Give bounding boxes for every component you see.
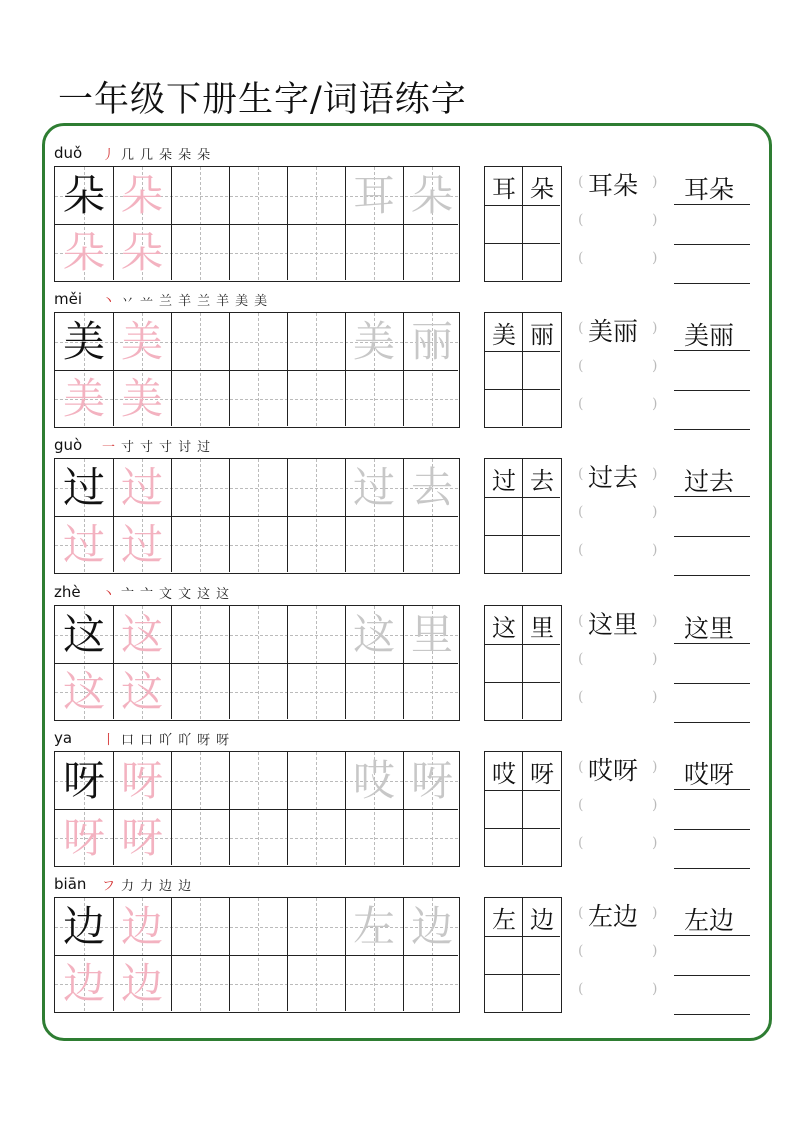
tianzige-grid — [54, 458, 460, 574]
trace-character: 边 — [120, 959, 163, 1008]
stroke-step: 兰 — [159, 294, 173, 309]
trace-character: 美 — [120, 317, 163, 366]
stroke-order — [102, 436, 210, 455]
stroke-step: 几 — [140, 148, 154, 163]
trace-word-character: 边 — [410, 902, 453, 951]
stroke-step: 一 — [102, 440, 116, 455]
stroke-step: 丶 — [102, 587, 116, 602]
bracket-guide: ( — [578, 504, 584, 520]
stroke-step: 朵 — [178, 148, 192, 163]
trace-character: 过 — [120, 463, 163, 512]
bracket-guide: ) — [652, 396, 658, 412]
practice-row — [54, 875, 754, 1021]
trace-word-character: 这 — [352, 610, 395, 659]
bracket-guide: ) — [652, 651, 658, 667]
practice-row — [54, 436, 754, 582]
stroke-order — [102, 144, 210, 163]
bracket-guide: ) — [652, 358, 658, 374]
word-box-character: 去 — [530, 466, 554, 495]
stroke-step: 过 — [197, 440, 211, 455]
writing-line[interactable] — [674, 935, 750, 936]
trace-word-character: 朵 — [410, 171, 453, 220]
stroke-step: 丷 — [121, 294, 135, 309]
bracket-guide: ( — [578, 174, 584, 190]
word-display: 哎呀 — [588, 756, 639, 785]
stroke-step: 羊 — [178, 294, 192, 309]
bracket-guide: ) — [652, 542, 658, 558]
word-display: 耳朵 — [588, 171, 639, 200]
pinyin-label: ya — [54, 729, 73, 747]
word-display: 这里 — [588, 610, 639, 639]
stroke-step: 文 — [159, 587, 173, 602]
stroke-step: 亠 — [140, 587, 154, 602]
model-character: 过 — [62, 463, 105, 512]
trace-character: 过 — [120, 520, 163, 569]
bracket-guide: ) — [652, 320, 658, 336]
stroke-step: 力 — [140, 879, 154, 894]
practice-row — [54, 583, 754, 729]
trace-word-character: 左 — [352, 902, 395, 951]
practice-row — [54, 290, 754, 436]
trace-character: 呀 — [120, 756, 163, 805]
trace-word-character: 耳 — [352, 171, 395, 220]
trace-character: 呀 — [120, 813, 163, 862]
word-box-character: 呀 — [530, 759, 554, 788]
pinyin-label: duǒ — [54, 144, 83, 162]
tianzige-grid — [54, 605, 460, 721]
word-box-character: 耳 — [492, 174, 516, 203]
stroke-step: 吖 — [159, 733, 173, 748]
practice-row — [54, 144, 754, 290]
stroke-order — [102, 290, 267, 309]
trace-character: 美 — [62, 374, 105, 423]
word-display: 过去 — [588, 463, 639, 492]
bracket-guide: ( — [578, 943, 584, 959]
writing-line[interactable] — [674, 204, 750, 205]
bracket-guide: ( — [578, 651, 584, 667]
stroke-step: 美 — [254, 294, 268, 309]
bracket-guide: ( — [578, 981, 584, 997]
bracket-guide: ) — [652, 689, 658, 705]
bracket-guide: ( — [578, 396, 584, 412]
word-practice-box — [484, 897, 562, 1013]
bracket-guide: ( — [578, 835, 584, 851]
word-display: 左边 — [588, 902, 639, 931]
bracket-guide: ) — [652, 981, 658, 997]
model-character: 美 — [62, 317, 105, 366]
word-copy: 美丽 — [684, 321, 735, 350]
stroke-step: 呀 — [216, 733, 230, 748]
stroke-step: 丶 — [102, 294, 116, 309]
trace-character: 这 — [120, 667, 163, 716]
stroke-step: 吖 — [178, 733, 192, 748]
stroke-step: 丿 — [102, 148, 116, 163]
bracket-guide: ) — [652, 905, 658, 921]
word-copy: 左边 — [684, 906, 735, 935]
stroke-order — [102, 583, 229, 602]
word-box-character: 过 — [492, 466, 516, 495]
page-title: 一年级下册生字/词语练字 — [58, 80, 467, 120]
stroke-step: 寸 — [159, 440, 173, 455]
stroke-step: 羊 — [216, 294, 230, 309]
bracket-guide: ( — [578, 212, 584, 228]
word-copy: 这里 — [684, 614, 735, 643]
trace-word-character: 去 — [410, 463, 453, 512]
tianzige-grid — [54, 166, 460, 282]
bracket-guide: ) — [652, 759, 658, 775]
practice-row — [54, 729, 754, 875]
tianzige-grid — [54, 751, 460, 867]
model-character: 朵 — [62, 171, 105, 220]
trace-word-character: 呀 — [410, 756, 453, 805]
bracket-guide: ( — [578, 905, 584, 921]
bracket-guide: ) — [652, 797, 658, 813]
writing-line[interactable] — [674, 350, 750, 351]
word-copy: 过去 — [684, 467, 735, 496]
word-copy: 耳朵 — [684, 175, 735, 204]
stroke-step: 力 — [121, 879, 135, 894]
bracket-guide: ( — [578, 613, 584, 629]
word-practice-box — [484, 312, 562, 428]
trace-character: 这 — [120, 610, 163, 659]
bracket-guide: ) — [652, 835, 658, 851]
bracket-guide: ) — [652, 943, 658, 959]
stroke-step: 朵 — [159, 148, 173, 163]
bracket-guide: ( — [578, 759, 584, 775]
word-box-character: 里 — [530, 613, 554, 642]
bracket-guide: ) — [652, 212, 658, 228]
bracket-guide: ) — [652, 613, 658, 629]
pinyin-label: guò — [54, 436, 83, 454]
stroke-step: 讨 — [178, 440, 192, 455]
writing-line[interactable] — [674, 390, 750, 391]
stroke-step: 呀 — [197, 733, 211, 748]
writing-line[interactable] — [674, 429, 750, 430]
bracket-guide: ( — [578, 250, 584, 266]
writing-line[interactable] — [674, 283, 750, 284]
writing-line[interactable] — [674, 975, 750, 976]
trace-character: 边 — [62, 959, 105, 1008]
model-character: 呀 — [62, 756, 105, 805]
model-character: 这 — [62, 610, 105, 659]
stroke-step: 寸 — [121, 440, 135, 455]
writing-line[interactable] — [674, 496, 750, 497]
word-box-character: 左 — [492, 905, 516, 934]
stroke-step: 口 — [140, 733, 154, 748]
stroke-step: 亠 — [121, 587, 135, 602]
bracket-guide: ) — [652, 466, 658, 482]
trace-word-character: 美 — [352, 317, 395, 366]
trace-character: 这 — [62, 667, 105, 716]
writing-line[interactable] — [674, 683, 750, 684]
word-box-character: 哎 — [492, 759, 516, 788]
tianzige-grid — [54, 897, 460, 1013]
writing-line[interactable] — [674, 722, 750, 723]
stroke-step: 边 — [178, 879, 192, 894]
writing-line[interactable] — [674, 868, 750, 869]
bracket-guide: ) — [652, 504, 658, 520]
bracket-guide: ( — [578, 466, 584, 482]
stroke-step: 几 — [121, 148, 135, 163]
stroke-step: 兰 — [197, 294, 211, 309]
bracket-guide: ( — [578, 358, 584, 374]
stroke-step: フ — [102, 879, 116, 894]
pinyin-label: biān — [54, 875, 87, 893]
stroke-step: 这 — [216, 587, 230, 602]
stroke-step: 口 — [121, 733, 135, 748]
word-box-character: 这 — [492, 613, 516, 642]
trace-character: 朵 — [62, 228, 105, 277]
stroke-step: 文 — [178, 587, 192, 602]
writing-line[interactable] — [674, 536, 750, 537]
word-practice-box — [484, 751, 562, 867]
word-box-character: 丽 — [530, 320, 554, 349]
word-practice-box — [484, 458, 562, 574]
stroke-step: 美 — [235, 294, 249, 309]
bracket-guide: ( — [578, 542, 584, 558]
trace-character: 朵 — [120, 171, 163, 220]
trace-word-character: 哎 — [352, 756, 395, 805]
pinyin-label: zhè — [54, 583, 81, 601]
trace-word-character: 丽 — [410, 317, 453, 366]
trace-word-character: 过 — [352, 463, 395, 512]
writing-line[interactable] — [674, 829, 750, 830]
writing-line[interactable] — [674, 575, 750, 576]
stroke-order — [102, 875, 191, 894]
stroke-step: 这 — [197, 587, 211, 602]
tianzige-grid — [54, 312, 460, 428]
stroke-step: 边 — [159, 879, 173, 894]
trace-character: 美 — [120, 374, 163, 423]
word-box-character: 美 — [492, 320, 516, 349]
stroke-step: 寸 — [140, 440, 154, 455]
trace-character: 边 — [120, 902, 163, 951]
bracket-guide: ( — [578, 797, 584, 813]
trace-word-character: 里 — [410, 610, 453, 659]
writing-line[interactable] — [674, 789, 750, 790]
writing-line[interactable] — [674, 1014, 750, 1015]
bracket-guide: ) — [652, 174, 658, 190]
stroke-step: 朵 — [197, 148, 211, 163]
bracket-guide: ( — [578, 320, 584, 336]
word-copy: 哎呀 — [684, 760, 735, 789]
writing-line[interactable] — [674, 244, 750, 245]
word-display: 美丽 — [588, 317, 639, 346]
word-box-character: 朵 — [530, 174, 554, 203]
bracket-guide: ) — [652, 250, 658, 266]
word-box-character: 边 — [530, 905, 554, 934]
stroke-step: 丨 — [102, 733, 116, 748]
word-practice-box — [484, 166, 562, 282]
pinyin-label: měi — [54, 290, 83, 308]
writing-line[interactable] — [674, 643, 750, 644]
trace-character: 朵 — [120, 228, 163, 277]
stroke-step: 䒑 — [140, 294, 154, 309]
stroke-order — [102, 729, 229, 748]
trace-character: 过 — [62, 520, 105, 569]
word-practice-box — [484, 605, 562, 721]
bracket-guide: ( — [578, 689, 584, 705]
trace-character: 呀 — [62, 813, 105, 862]
model-character: 边 — [62, 902, 105, 951]
